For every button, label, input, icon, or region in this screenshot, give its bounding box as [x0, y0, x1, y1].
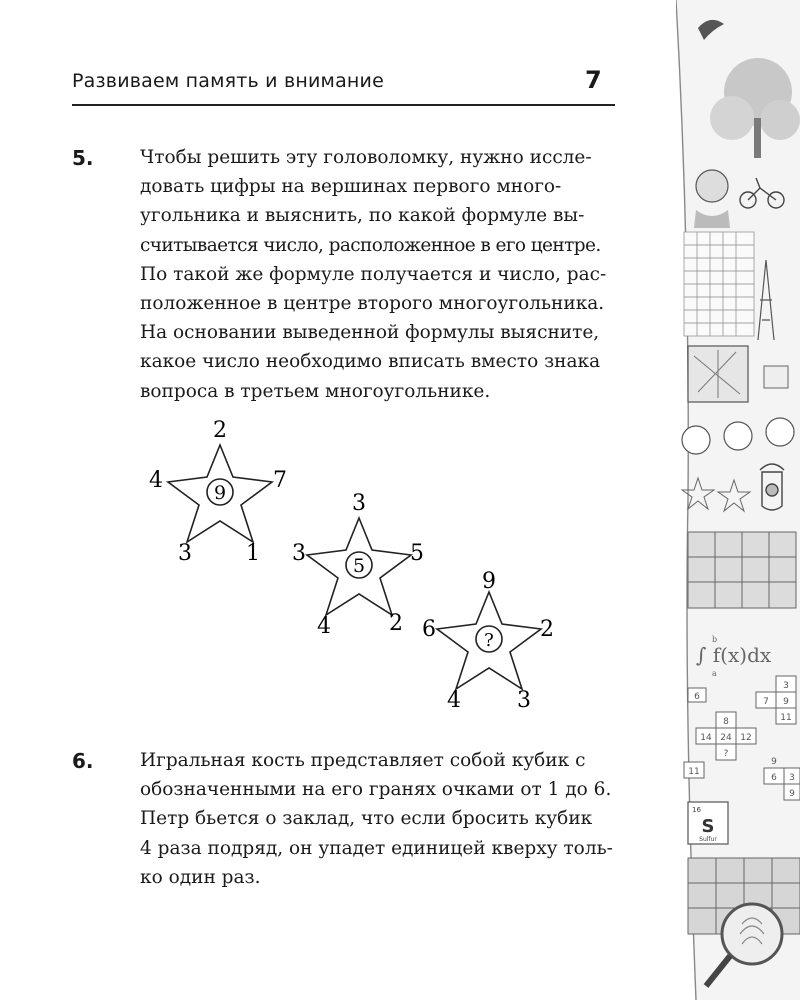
- star-top-number: 2: [213, 418, 227, 443]
- element-number: 16: [692, 806, 701, 814]
- star-bottom-left-number: 3: [178, 541, 192, 566]
- puzzle-digit: 11: [688, 767, 700, 777]
- problem-6-text: [140, 746, 613, 892]
- integral-text: ∫ f(x)dx: [696, 643, 772, 667]
- star-top-number: 3: [352, 491, 366, 516]
- header-title: Развиваем память и внимание: [72, 70, 384, 92]
- text-line: По такой же формуле получается и число, рас-: [140, 263, 607, 285]
- star-bottom-left-number: 4: [447, 688, 461, 713]
- star-3: [422, 569, 554, 713]
- star-top-number: 9: [482, 569, 496, 594]
- puzzle-digit: 6: [694, 692, 700, 702]
- star-left-number: 6: [422, 617, 436, 642]
- puzzle-digit: 6: [771, 773, 777, 783]
- star-2: [292, 491, 424, 639]
- puzzle-digit: 24: [720, 733, 732, 743]
- text-line: вопроса в третьем многоугольнике.: [140, 380, 491, 402]
- star-bottom-right-number: 1: [246, 541, 260, 566]
- text-line: Петр бьется о заклад, что если бросить кубик: [140, 808, 593, 830]
- puzzle-digit: 12: [740, 733, 752, 743]
- page-number: 7: [585, 66, 602, 94]
- text-line: считывается число, расположенное в его центре.: [140, 234, 601, 256]
- star-bottom-right-number: 2: [389, 611, 403, 636]
- text-line: угольника и выяснить, по какой формуле вы-: [140, 205, 585, 227]
- star-center-number: 5: [352, 555, 366, 577]
- puzzle-digit: 9: [789, 789, 795, 799]
- integral-upper-limit: b: [712, 635, 718, 644]
- word-search-grid-icon: [684, 232, 754, 336]
- star-center-number: ?: [484, 630, 494, 651]
- problem-5-text: [140, 143, 610, 406]
- runner-grid-icon: [688, 532, 796, 608]
- puzzle-digit: 14: [700, 733, 712, 743]
- star-bottom-left-number: 4: [317, 614, 331, 639]
- element-name: Sulfur: [699, 836, 717, 843]
- text-line: довать цифры на вершинах первого много-: [140, 176, 562, 198]
- puzzle-digit: 9: [783, 697, 789, 707]
- text-line: положенное в центре второго многоугольника.: [140, 293, 605, 315]
- star-left-number: 3: [292, 541, 306, 566]
- puzzle-digit: 3: [783, 681, 789, 691]
- text-line: обозначенными на его гранях очками от 1 до 6.: [140, 779, 612, 801]
- star-puzzle-figure: [130, 410, 590, 720]
- puzzle-digit: 7: [763, 697, 769, 707]
- star-center-number: 9: [213, 482, 227, 504]
- puzzle-digit: 3: [789, 773, 795, 783]
- element-symbol: S: [701, 816, 715, 837]
- puzzle-digit: 11: [780, 713, 792, 723]
- sulfur-element-tile: [688, 802, 728, 844]
- star-left-number: 4: [149, 468, 163, 493]
- star-right-number: 7: [273, 468, 287, 493]
- text-line: 4 раза подряд, он упадет единицей кверху толь-: [140, 837, 613, 859]
- star-bottom-right-number: 3: [517, 688, 531, 713]
- problem-6-number: 6.: [72, 749, 94, 773]
- star-right-number: 5: [410, 541, 424, 566]
- star-right-number: 2: [540, 617, 554, 642]
- text-line: какое число необходимо вписать вместо знака: [140, 351, 601, 373]
- header-divider: [72, 104, 615, 106]
- puzzle-digit: 8: [723, 717, 729, 727]
- problem-5-number: 5.: [72, 146, 94, 170]
- text-line: Игральная кость представляет собой кубик с: [140, 750, 586, 771]
- text-line: На основании выведенной формулы выясните,: [140, 322, 600, 344]
- text-line: ко один раз.: [140, 866, 261, 888]
- decorative-sidebar: [676, 0, 800, 1000]
- star-1: [149, 418, 287, 566]
- puzzle-digit: ?: [723, 749, 729, 759]
- integral-lower-limit: a: [712, 669, 717, 678]
- text-line: Чтобы решить эту головоломку, нужно иссле-: [140, 147, 592, 168]
- puzzle-digit: 9: [771, 757, 777, 767]
